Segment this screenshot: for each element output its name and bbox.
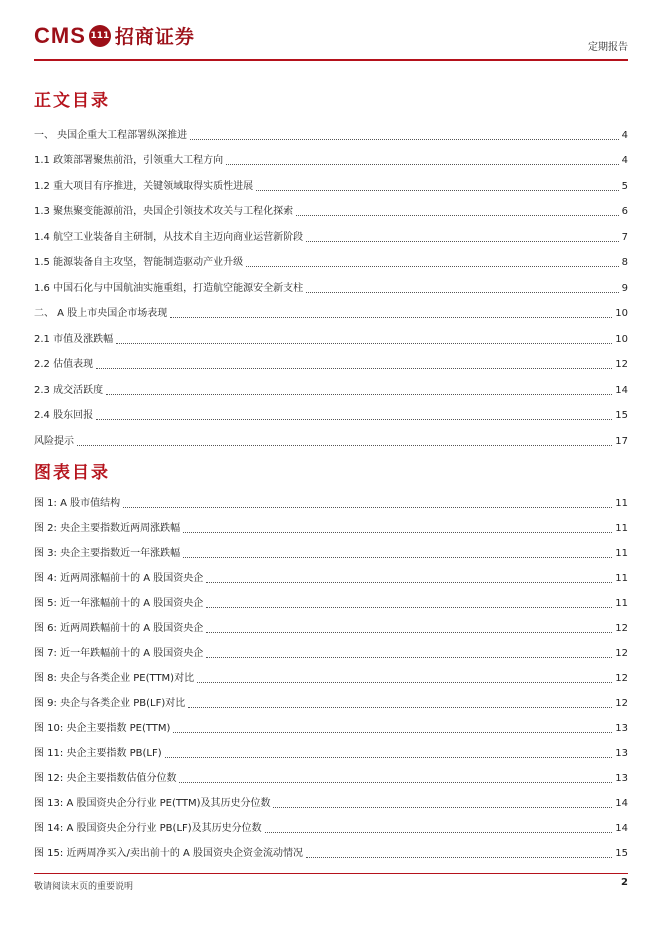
dot-leader bbox=[296, 215, 619, 216]
entry-page-number: 12 bbox=[615, 673, 628, 684]
entry-label: 1.5 能源装备自主攻坚，智能制造驱动产业升级 bbox=[34, 257, 244, 268]
dot-leader bbox=[306, 857, 612, 858]
dot-leader bbox=[306, 292, 619, 293]
entry-page-number: 15 bbox=[615, 410, 628, 421]
dot-leader bbox=[206, 582, 612, 583]
figure-entry[interactable] bbox=[34, 735, 628, 760]
entry-page-number: 12 bbox=[615, 623, 628, 634]
entry-label: 图 1: A 股市值结构 bbox=[34, 498, 121, 509]
figure-entry[interactable] bbox=[34, 585, 628, 610]
dot-leader bbox=[123, 507, 612, 508]
dot-leader bbox=[226, 164, 619, 165]
footer-divider bbox=[34, 873, 628, 874]
figure-entry[interactable] bbox=[34, 560, 628, 585]
dot-leader bbox=[265, 832, 613, 833]
entry-label: 2.3 成交活跃度 bbox=[34, 384, 104, 396]
entry-label: 风险提示 bbox=[34, 435, 74, 447]
figure-entry[interactable] bbox=[34, 710, 628, 735]
dot-leader bbox=[179, 782, 612, 783]
dot-leader bbox=[183, 557, 612, 558]
entry-page-number: 4 bbox=[621, 129, 628, 141]
entry-label: 二、 A 股上市央国企市场表现 bbox=[34, 308, 168, 319]
entry-label: 图 3: 央企主要指数近一年涨跌幅 bbox=[34, 548, 181, 559]
dot-leader bbox=[306, 241, 619, 242]
toc-entry[interactable] bbox=[34, 218, 628, 244]
entry-label: 图 11: 央企主要指数 PB(LF) bbox=[34, 748, 162, 759]
dot-leader bbox=[197, 682, 612, 683]
toc-entry[interactable] bbox=[34, 167, 628, 193]
entry-page-number: 11 bbox=[615, 598, 628, 609]
entry-label: 2.4 股东回报 bbox=[34, 410, 94, 421]
dot-leader bbox=[183, 532, 612, 533]
entry-page-number: 4 bbox=[621, 155, 628, 166]
entry-page-number: 13 bbox=[615, 748, 628, 759]
report-type-label: 定期报告 bbox=[588, 42, 628, 53]
entry-label: 1.2 重大项目有序推进，关键领域取得实质性进展 bbox=[34, 180, 254, 192]
entry-label: 1.3 聚焦聚变能源前沿，央国企引领技术攻关与工程化探索 bbox=[34, 206, 294, 217]
entry-page-number: 14 bbox=[615, 384, 628, 396]
toc-entry[interactable] bbox=[34, 397, 628, 423]
figure-entry[interactable] bbox=[34, 785, 628, 810]
entry-page-number: 11 bbox=[615, 498, 628, 509]
toc-entry[interactable] bbox=[34, 244, 628, 270]
entry-page-number: 11 bbox=[615, 573, 628, 584]
entry-label: 图 8: 央企与各类企业 PE(TTM)对比 bbox=[34, 673, 195, 684]
entry-label: 图 14: A 股国资央企分行业 PB(LF)及其历史分位数 bbox=[34, 823, 262, 834]
disclaimer-note: 敬请阅读末页的重要说明 bbox=[34, 882, 134, 892]
entry-label: 图 2: 央企主要指数近两周涨跌幅 bbox=[34, 523, 181, 534]
entry-page-number: 14 bbox=[615, 823, 628, 834]
figures-list bbox=[34, 485, 628, 860]
dot-leader bbox=[206, 607, 612, 608]
entry-page-number: 14 bbox=[615, 798, 628, 809]
dot-leader bbox=[256, 190, 619, 191]
dot-leader bbox=[106, 394, 612, 395]
dot-leader bbox=[96, 419, 612, 420]
entry-label: 2.1 市值及涨跌幅 bbox=[34, 333, 114, 345]
dot-leader bbox=[116, 343, 612, 344]
dot-leader bbox=[165, 757, 613, 758]
toc-entry[interactable] bbox=[34, 269, 628, 295]
entry-label: 图 15: 近两周净买入/卖出前十的 A 股国资央企资金流动情况 bbox=[34, 848, 304, 859]
entry-page-number: 13 bbox=[615, 723, 628, 734]
entry-label: 图 13: A 股国资央企分行业 PE(TTM)及其历史分位数 bbox=[34, 798, 271, 809]
entry-page-number: 12 bbox=[615, 359, 628, 370]
entry-page-number: 11 bbox=[615, 548, 628, 559]
figure-entry[interactable] bbox=[34, 760, 628, 785]
entry-page-number: 10 bbox=[615, 308, 628, 319]
dot-leader bbox=[188, 707, 612, 708]
toc-entry[interactable] bbox=[34, 295, 628, 321]
toc-entry[interactable] bbox=[34, 193, 628, 219]
entry-label: 图 4: 近两周涨幅前十的 A 股国资央企 bbox=[34, 573, 204, 584]
entry-page-number: 6 bbox=[621, 206, 628, 217]
entry-label: 图 6: 近两周跌幅前十的 A 股国资央企 bbox=[34, 623, 204, 634]
header-divider bbox=[34, 59, 628, 61]
toc-entry[interactable] bbox=[34, 422, 628, 448]
toc-list bbox=[34, 116, 628, 448]
figure-entry[interactable] bbox=[34, 685, 628, 710]
dot-leader bbox=[173, 732, 612, 733]
figure-entry[interactable] bbox=[34, 635, 628, 660]
entry-page-number: 11 bbox=[615, 523, 628, 534]
dot-leader bbox=[206, 657, 612, 658]
toc-entry[interactable] bbox=[34, 142, 628, 168]
figure-entry[interactable] bbox=[34, 535, 628, 560]
entry-page-number: 12 bbox=[615, 648, 628, 659]
entry-page-number: 12 bbox=[615, 698, 628, 709]
entry-page-number: 5 bbox=[621, 180, 628, 192]
entry-page-number: 13 bbox=[615, 773, 628, 784]
entry-label: 图 5: 近一年涨幅前十的 A 股国资央企 bbox=[34, 598, 204, 609]
dot-leader bbox=[206, 632, 612, 633]
dot-leader bbox=[96, 368, 612, 369]
dot-leader bbox=[77, 445, 612, 446]
logo-chinese: 招商证券 bbox=[114, 26, 195, 48]
figure-entry[interactable] bbox=[34, 810, 628, 835]
dot-leader bbox=[190, 139, 618, 140]
dot-leader bbox=[170, 317, 612, 318]
toc-entry[interactable] bbox=[34, 371, 628, 397]
figure-entry[interactable] bbox=[34, 660, 628, 685]
toc-entry[interactable] bbox=[34, 116, 628, 142]
entry-label: 图 9: 央企与各类企业 PB(LF)对比 bbox=[34, 698, 186, 709]
entry-page-number: 10 bbox=[615, 333, 628, 345]
entry-label: 一、 央国企重大工程部署纵深推进 bbox=[34, 129, 188, 141]
toc-entry[interactable] bbox=[34, 346, 628, 372]
cms-logo bbox=[34, 22, 195, 49]
entry-label: 1.1 政策部署聚焦前沿，引领重大工程方向 bbox=[34, 155, 224, 166]
figure-entry[interactable] bbox=[34, 610, 628, 635]
page-header bbox=[34, 18, 628, 54]
figure-entry[interactable] bbox=[34, 510, 628, 535]
figures-title: 图表目录 bbox=[34, 463, 110, 483]
dot-leader bbox=[246, 266, 619, 267]
entry-label: 图 7: 近一年跌幅前十的 A 股国资央企 bbox=[34, 648, 204, 659]
toc-title: 正文目录 bbox=[34, 91, 110, 111]
figure-entry[interactable] bbox=[34, 485, 628, 510]
figure-entry[interactable] bbox=[34, 835, 628, 860]
entry-page-number: 7 bbox=[621, 231, 628, 243]
logo-latin: CMS bbox=[34, 22, 86, 48]
entry-label: 1.4 航空工业装备自主研制，从技术自主迈向商业运营新阶段 bbox=[34, 231, 304, 243]
page-number: 2 bbox=[621, 877, 628, 888]
toc-entry[interactable] bbox=[34, 320, 628, 346]
entry-page-number: 15 bbox=[615, 848, 628, 859]
entry-label: 2.2 估值表现 bbox=[34, 359, 94, 370]
dot-leader bbox=[273, 807, 612, 808]
entry-page-number: 17 bbox=[615, 435, 628, 447]
entry-page-number: 9 bbox=[621, 282, 628, 294]
entry-label: 1.6 中国石化与中国航油实施重组，打造航空能源安全新支柱 bbox=[34, 282, 304, 294]
logo-badge-icon: 111 bbox=[89, 25, 111, 47]
entry-label: 图 12: 央企主要指数估值分位数 bbox=[34, 773, 177, 784]
entry-label: 图 10: 央企主要指数 PE(TTM) bbox=[34, 723, 171, 734]
entry-page-number: 8 bbox=[621, 257, 628, 268]
